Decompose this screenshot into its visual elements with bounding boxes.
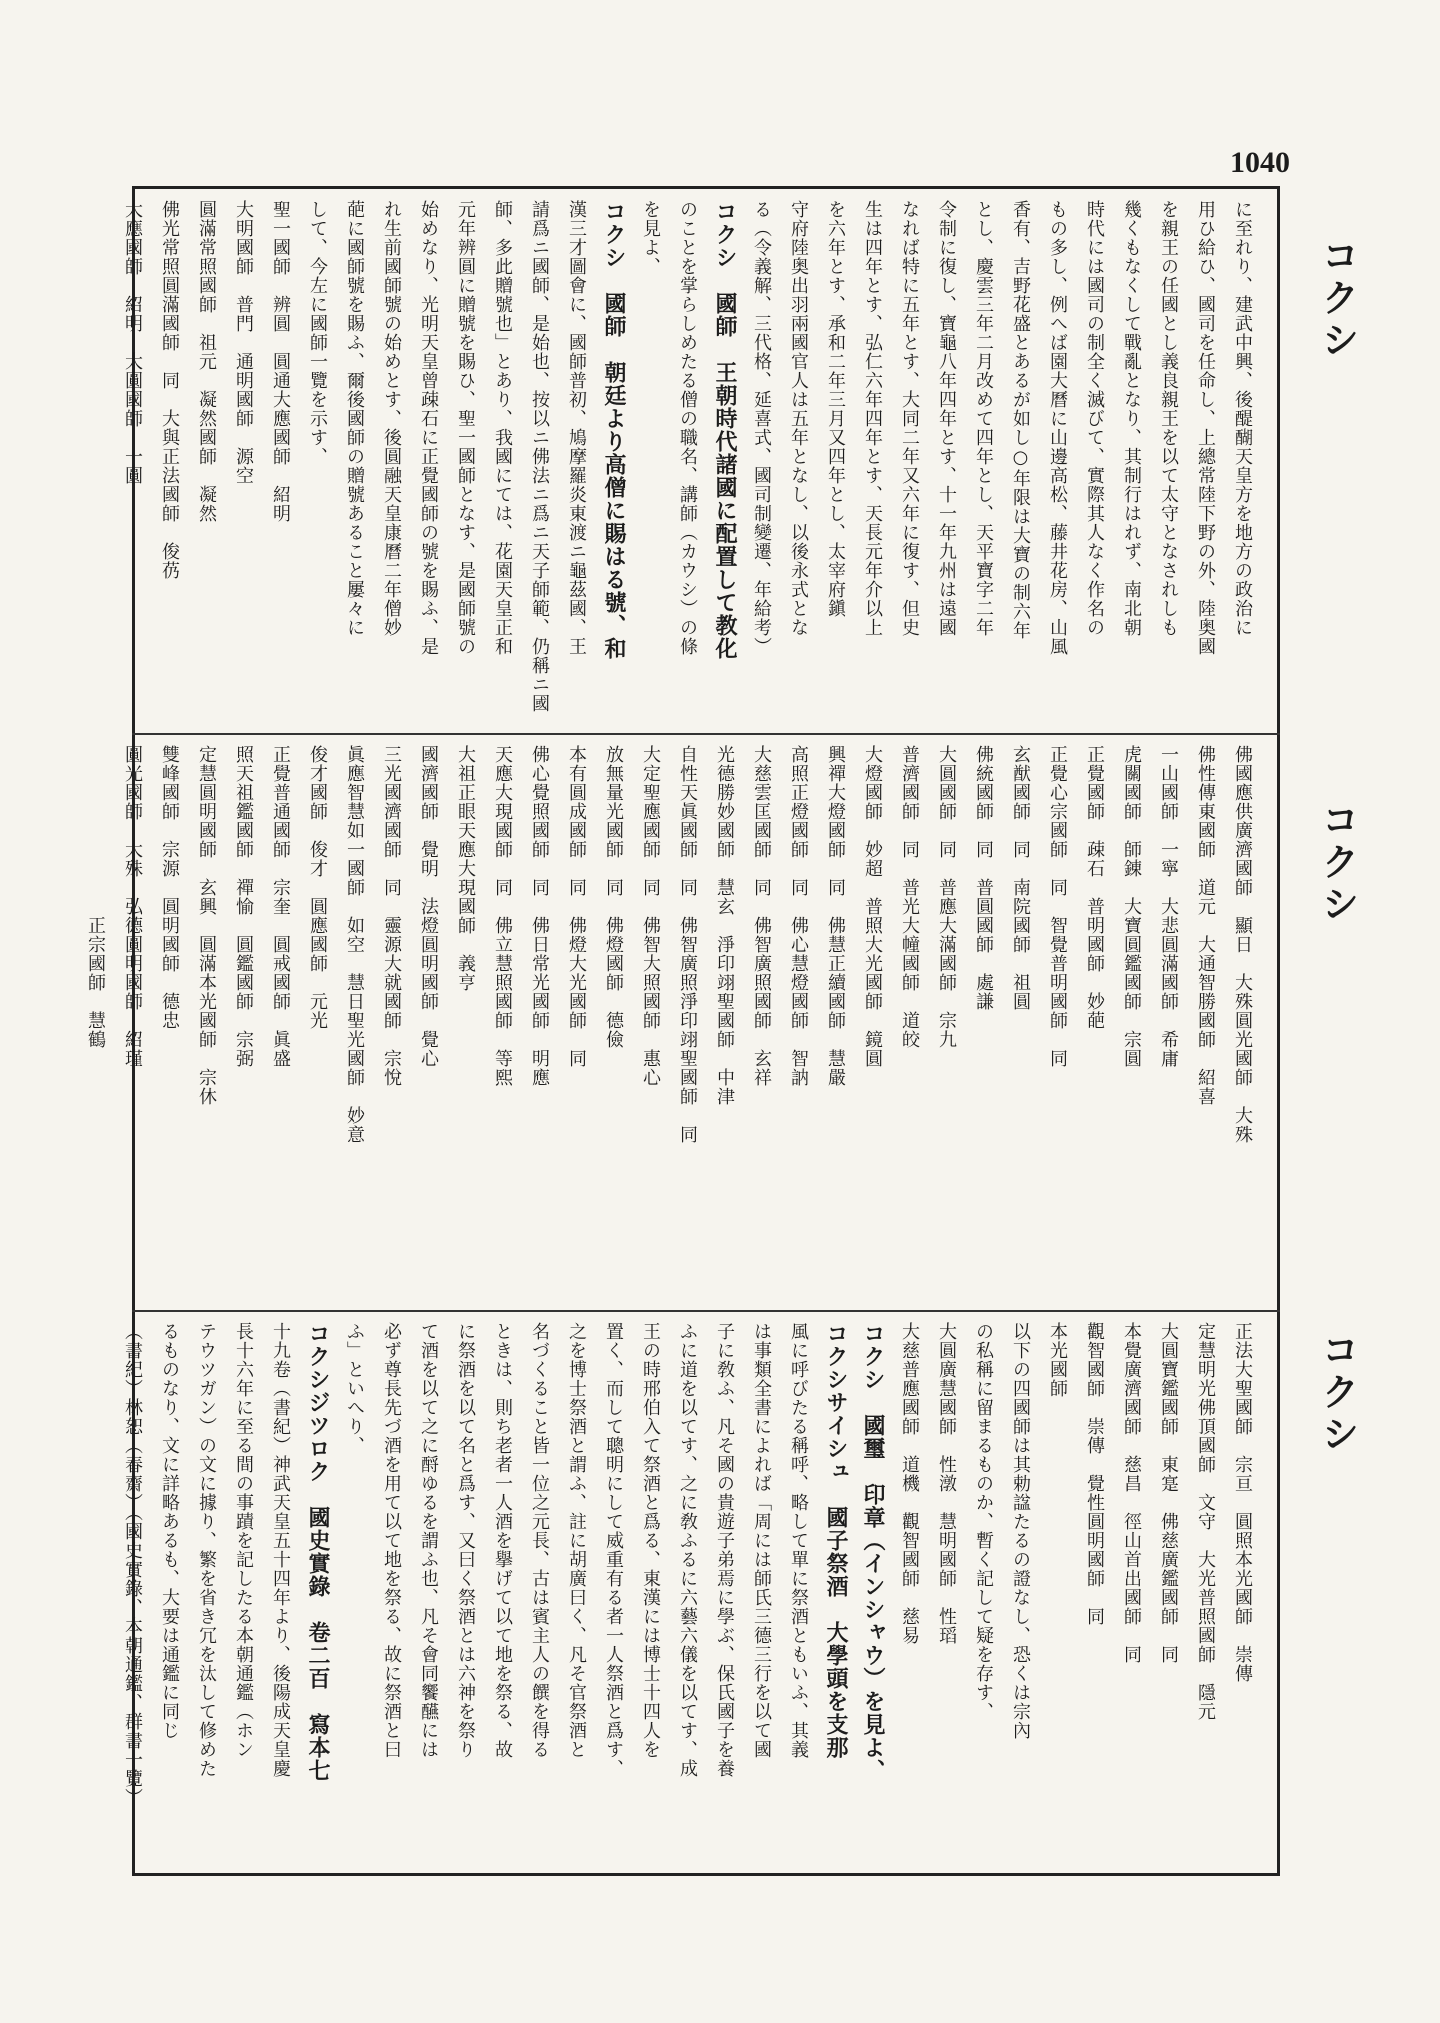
text-column: を見よ、 [640, 200, 661, 276]
text-column: 十九卷（書紀）神武天皇五十四年より、後陽成天皇慶 [270, 1322, 291, 1778]
list-column: 圓滿常照國師 祖元 凝然國師 凝然 [196, 200, 217, 523]
text-column: 必ず尊長先づ酒を用て以て地を祭る、故に祭酒と曰 [381, 1322, 402, 1759]
text-column: 置く、而して聰明にして威重有る者一人祭酒と爲す、 [603, 1322, 624, 1778]
text-column: 王の時邢伯入て祭酒と爲る、東漢には博士十四人を [640, 1322, 661, 1759]
list-column: 大圓寶鑑國師 東寔 佛慈廣鑑國師 同 [1158, 1322, 1179, 1664]
text-column: て酒を以て之に酹ゆるを謂ふ也、凡そ會同饗醼には [418, 1322, 439, 1759]
text-column: 之を博士祭酒と謂ふ、註に胡廣曰く、凡そ官祭酒と [566, 1322, 587, 1759]
text-column: 風に呼びたる稱呼、略して單に祭酒ともいふ、其義 [788, 1322, 809, 1759]
list-column: 大圓國師 同 普應大滿國師 宗九 [936, 745, 957, 1049]
list-column: 俊才國師 俊才 圓應國師 元光 [307, 745, 328, 1030]
entry-heading: コクシジツロク 國史實錄 卷二百 寫本七 [305, 1322, 331, 1782]
list-column: 眞應智慧如一國師 如空 慧日聖光國師 妙意 [344, 745, 365, 1144]
list-column: 一山國師 一寧 大悲圓滿國師 希庸 [1158, 745, 1179, 1068]
text-column: 幾くもなくして戰亂となり、其制行はれず、南北朝 [1121, 200, 1142, 637]
text-column: に祭酒を以て名と爲す、又曰く祭酒とは六神を祭り [455, 1322, 476, 1759]
list-column: 國濟國師 覺明 法燈圓明國師 覺心 [418, 745, 439, 1068]
list-column: 玄猷國師 同 南院國師 祖圓 [1010, 745, 1031, 1011]
text-column: 生は四年とす、弘仁六年四年とす、天長元年介以上 [862, 200, 883, 637]
list-column: 定慧圓明國師 玄興 圓滿本光國師 宗休 [196, 745, 217, 1106]
text-column: テウツガン）の文に據り、繁を省き冗を汰して修めた [196, 1322, 217, 1778]
list-column: 大應國師 紹明 大圓國師 一圓 [122, 200, 143, 485]
entry-heading: コクシ 國師 王朝時代諸國に配置して教化 [712, 200, 738, 660]
text-column: 守府陸奥出羽兩國官人は五年となし、以後永式とな [788, 200, 809, 637]
list-column: 大燈國師 妙超 普照大光國師 鏡圓 [862, 745, 883, 1068]
text-column: るものなり、文に詳略あるも、大要は通鑑に同じ [159, 1322, 180, 1740]
text-column: して、今左に國師一覽を示す、 [307, 200, 328, 466]
list-column: 圓光國師 大殊 弘德圓明國師 紹瑾 [122, 745, 143, 1068]
text-column: ふ」といへり、 [344, 1322, 365, 1455]
text-column: 葩に國師號を賜ふ、爾後國師の贈號あること屢々に [344, 200, 365, 637]
running-head-bottom: コクシ [1315, 1330, 1359, 1456]
list-column: 放無量光國師 同 佛燈國師 德儉 [603, 745, 624, 1049]
list-column: 天應大現國師 同 佛立慧照國師 等熙 [492, 745, 513, 1087]
text-column: なれば特に五年とす、大同二年又六年に復す、但史 [899, 200, 920, 637]
text-column: 始めなり、光明天皇曾疎石に正覺國師の號を賜ふ、是 [418, 200, 439, 656]
list-column: 本光國師 [1047, 1322, 1068, 1398]
text-column: ふに道を以てす、之に敎ふるに六藝六儀を以てす、成 [677, 1322, 698, 1778]
text-column: 令制に復し、寶龜八年四年とす、十一年九州は遠國 [936, 200, 957, 637]
list-column: 自性天眞國師 同 佛智廣照淨印翊聖國師 同 [677, 745, 698, 1144]
middle-band [85, 745, 1260, 1300]
band-divider-1 [132, 733, 1280, 735]
list-column: 大定聖應國師 同 佛智大照國師 惠心 [640, 745, 661, 1087]
list-column: 普濟國師 同 普光大幢國師 道皎 [899, 745, 920, 1049]
list-column: 本有圓成國師 同 佛燈大光國師 同 [566, 745, 587, 1068]
list-column: 大圓廣慧國師 性潡 慧明國師 性瑫 [936, 1322, 957, 1645]
list-column: 大祖正眼天應大現國師 義亨 [455, 745, 476, 992]
list-column: 興禪大燈國師 同 佛慧正續國師 慧嚴 [825, 745, 846, 1087]
running-head-top: コクシ [1315, 236, 1359, 362]
list-column: 高照正燈國師 同 佛心慧燈國師 智訥 [788, 745, 809, 1087]
top-band [122, 200, 1260, 725]
list-column: 佛性傳東國師 道元 大通智勝國師 紹喜 [1195, 745, 1216, 1106]
list-column: 佛心覺照國師 同 佛日常光國師 明應 [529, 745, 550, 1087]
band-divider-2 [132, 1310, 1280, 1312]
text-column: に至れり、建武中興、後醍醐天皇方を地方の政治に [1232, 200, 1253, 637]
text-column: れ生前國師號の始めとす、後圓融天皇康曆二年僧妙 [381, 200, 402, 637]
list-column: 大慈雲匡國師 同 佛智廣照國師 玄祥 [751, 745, 772, 1087]
list-column: 定慧明光佛頂國師 文守 大光普照國師 隱元 [1195, 1322, 1216, 1721]
list-column: 正法大聖國師 宗亘 圓照本光國師 崇傳 [1232, 1322, 1253, 1683]
list-column: 光德勝妙國師 慧玄 淨印翊聖國師 中津 [714, 745, 735, 1106]
text-column: もの多し、例へば園大曆に山邊高松、藤井花房、山風 [1047, 200, 1068, 656]
list-column: 大明國師 普門 通明國師 源空 [233, 200, 254, 485]
text-column: 師、多此贈號也」とあり、我國にては、花園天皇正和 [492, 200, 513, 656]
list-column: 觀智國師 崇傳 覺性圓明國師 同 [1084, 1322, 1105, 1626]
entry-heading: コクシサイシュ 國子祭酒 大學頭を支那 [823, 1322, 849, 1759]
list-column: 正宗國師 慧鶴 [85, 745, 106, 1049]
text-column: 漢三才圖會に、國師普初、鳩摩羅炎東渡ニ龜茲國、王 [566, 200, 587, 656]
text-column: ときは、則ち老者一人酒を擧げて以て地を祭る、故 [492, 1322, 513, 1759]
text-column: 名づくること皆一位之元長、古は賓主人の饌を得る [529, 1322, 550, 1759]
entry-heading: コクシ 國璽 印章（インシャウ）を見よ、 [860, 1322, 886, 1782]
list-column: 佛統國師 同 普圓國師 處謙 [973, 745, 994, 1011]
text-column: 長十六年に至る間の事蹟を記したる本朝通鑑（ホン [233, 1322, 254, 1759]
list-column: 正覺國師 疎石 普明國師 妙葩 [1084, 745, 1105, 1030]
text-column: のことを掌らしめたる僧の職名、講師（カウシ）の條 [677, 200, 698, 656]
text-column: を六年とす、承和二年三月又四年とし、太宰府鎭 [825, 200, 846, 618]
text-column: 以下の四國師は其勅諡たるの證なし、恐くは宗內 [1010, 1322, 1031, 1740]
text-column: 子に敎ふ、凡そ國の貴遊子弟焉に學ぶ、保氏國子を養 [714, 1322, 735, 1778]
text-column: を親王の任國とし義良親王を以て太守となされしも [1158, 200, 1179, 637]
list-column: 正覺心宗國師 同 智覺普明國師 同 [1047, 745, 1068, 1068]
text-column: （書紀）林恕（春齋）（國史實錄、本朝通鑑、群書一覽） [122, 1322, 143, 1807]
list-column: 聖一國師 辨圓 圓通大應國師 紹明 [270, 200, 291, 523]
text-column: る（令義解、三代格、延喜式、國司制變遷、年給考） [751, 200, 772, 656]
text-column: 請爲ニ國師、是始也、按以ニ佛法ニ爲ニ天子師範、仍稱ニ國 [529, 200, 550, 713]
text-column: 香有、吉野花盛とあるが如し○年限は大寶の制六年 [1010, 200, 1031, 640]
list-column: 三光國濟國師 同 靈源大就國師 宗悅 [381, 745, 402, 1087]
list-column: 照天祖鑑國師 禪愉 圓鑑國師 宗弼 [233, 745, 254, 1068]
text-column: は事類全書によれば「周には師氏三德三行を以て國 [751, 1322, 772, 1759]
running-head-middle: コクシ [1315, 800, 1359, 926]
text-column: 元年辨圓に贈號を賜ひ、聖一國師となす、是國師號の [455, 200, 476, 656]
bottom-band [122, 1322, 1260, 1862]
list-column: 本覺廣濟國師 慈昌 徑山首出國師 同 [1121, 1322, 1142, 1664]
page-number: 1040 [1230, 146, 1290, 179]
text-column: の私稱に留まるものか、暫く記して疑を存す、 [973, 1322, 994, 1721]
text-column: とし、慶雲三年二月改めて四年とし、天平寶字二年 [973, 200, 994, 637]
list-column: 佛國應供廣濟國師 顯日 大殊圓光國師 大殊 [1232, 745, 1253, 1144]
entry-heading: コクシ 國師 朝廷より高僧に賜はる號、和 [601, 200, 627, 660]
list-column: 虎關國師 師錬 大寶圓鑑國師 宗圓 [1121, 745, 1142, 1068]
list-column: 正覺普通國師 宗奎 圓戒國師 眞盛 [270, 745, 291, 1068]
text-column: 時代には國司の制全く滅びて、實際其人なく作名の [1084, 200, 1105, 637]
list-column: 佛光常照圓滿國師 同 大與正法國師 俊芿 [159, 200, 180, 580]
list-column: 雙峰國師 宗源 圓明國師 德忠 [159, 745, 180, 1030]
list-column: 大慈普應國師 道機 觀智國師 慈易 [899, 1322, 920, 1645]
text-column: 用ひ給ひ、國司を任命し、上總常陸下野の外、陸奥國 [1195, 200, 1216, 656]
